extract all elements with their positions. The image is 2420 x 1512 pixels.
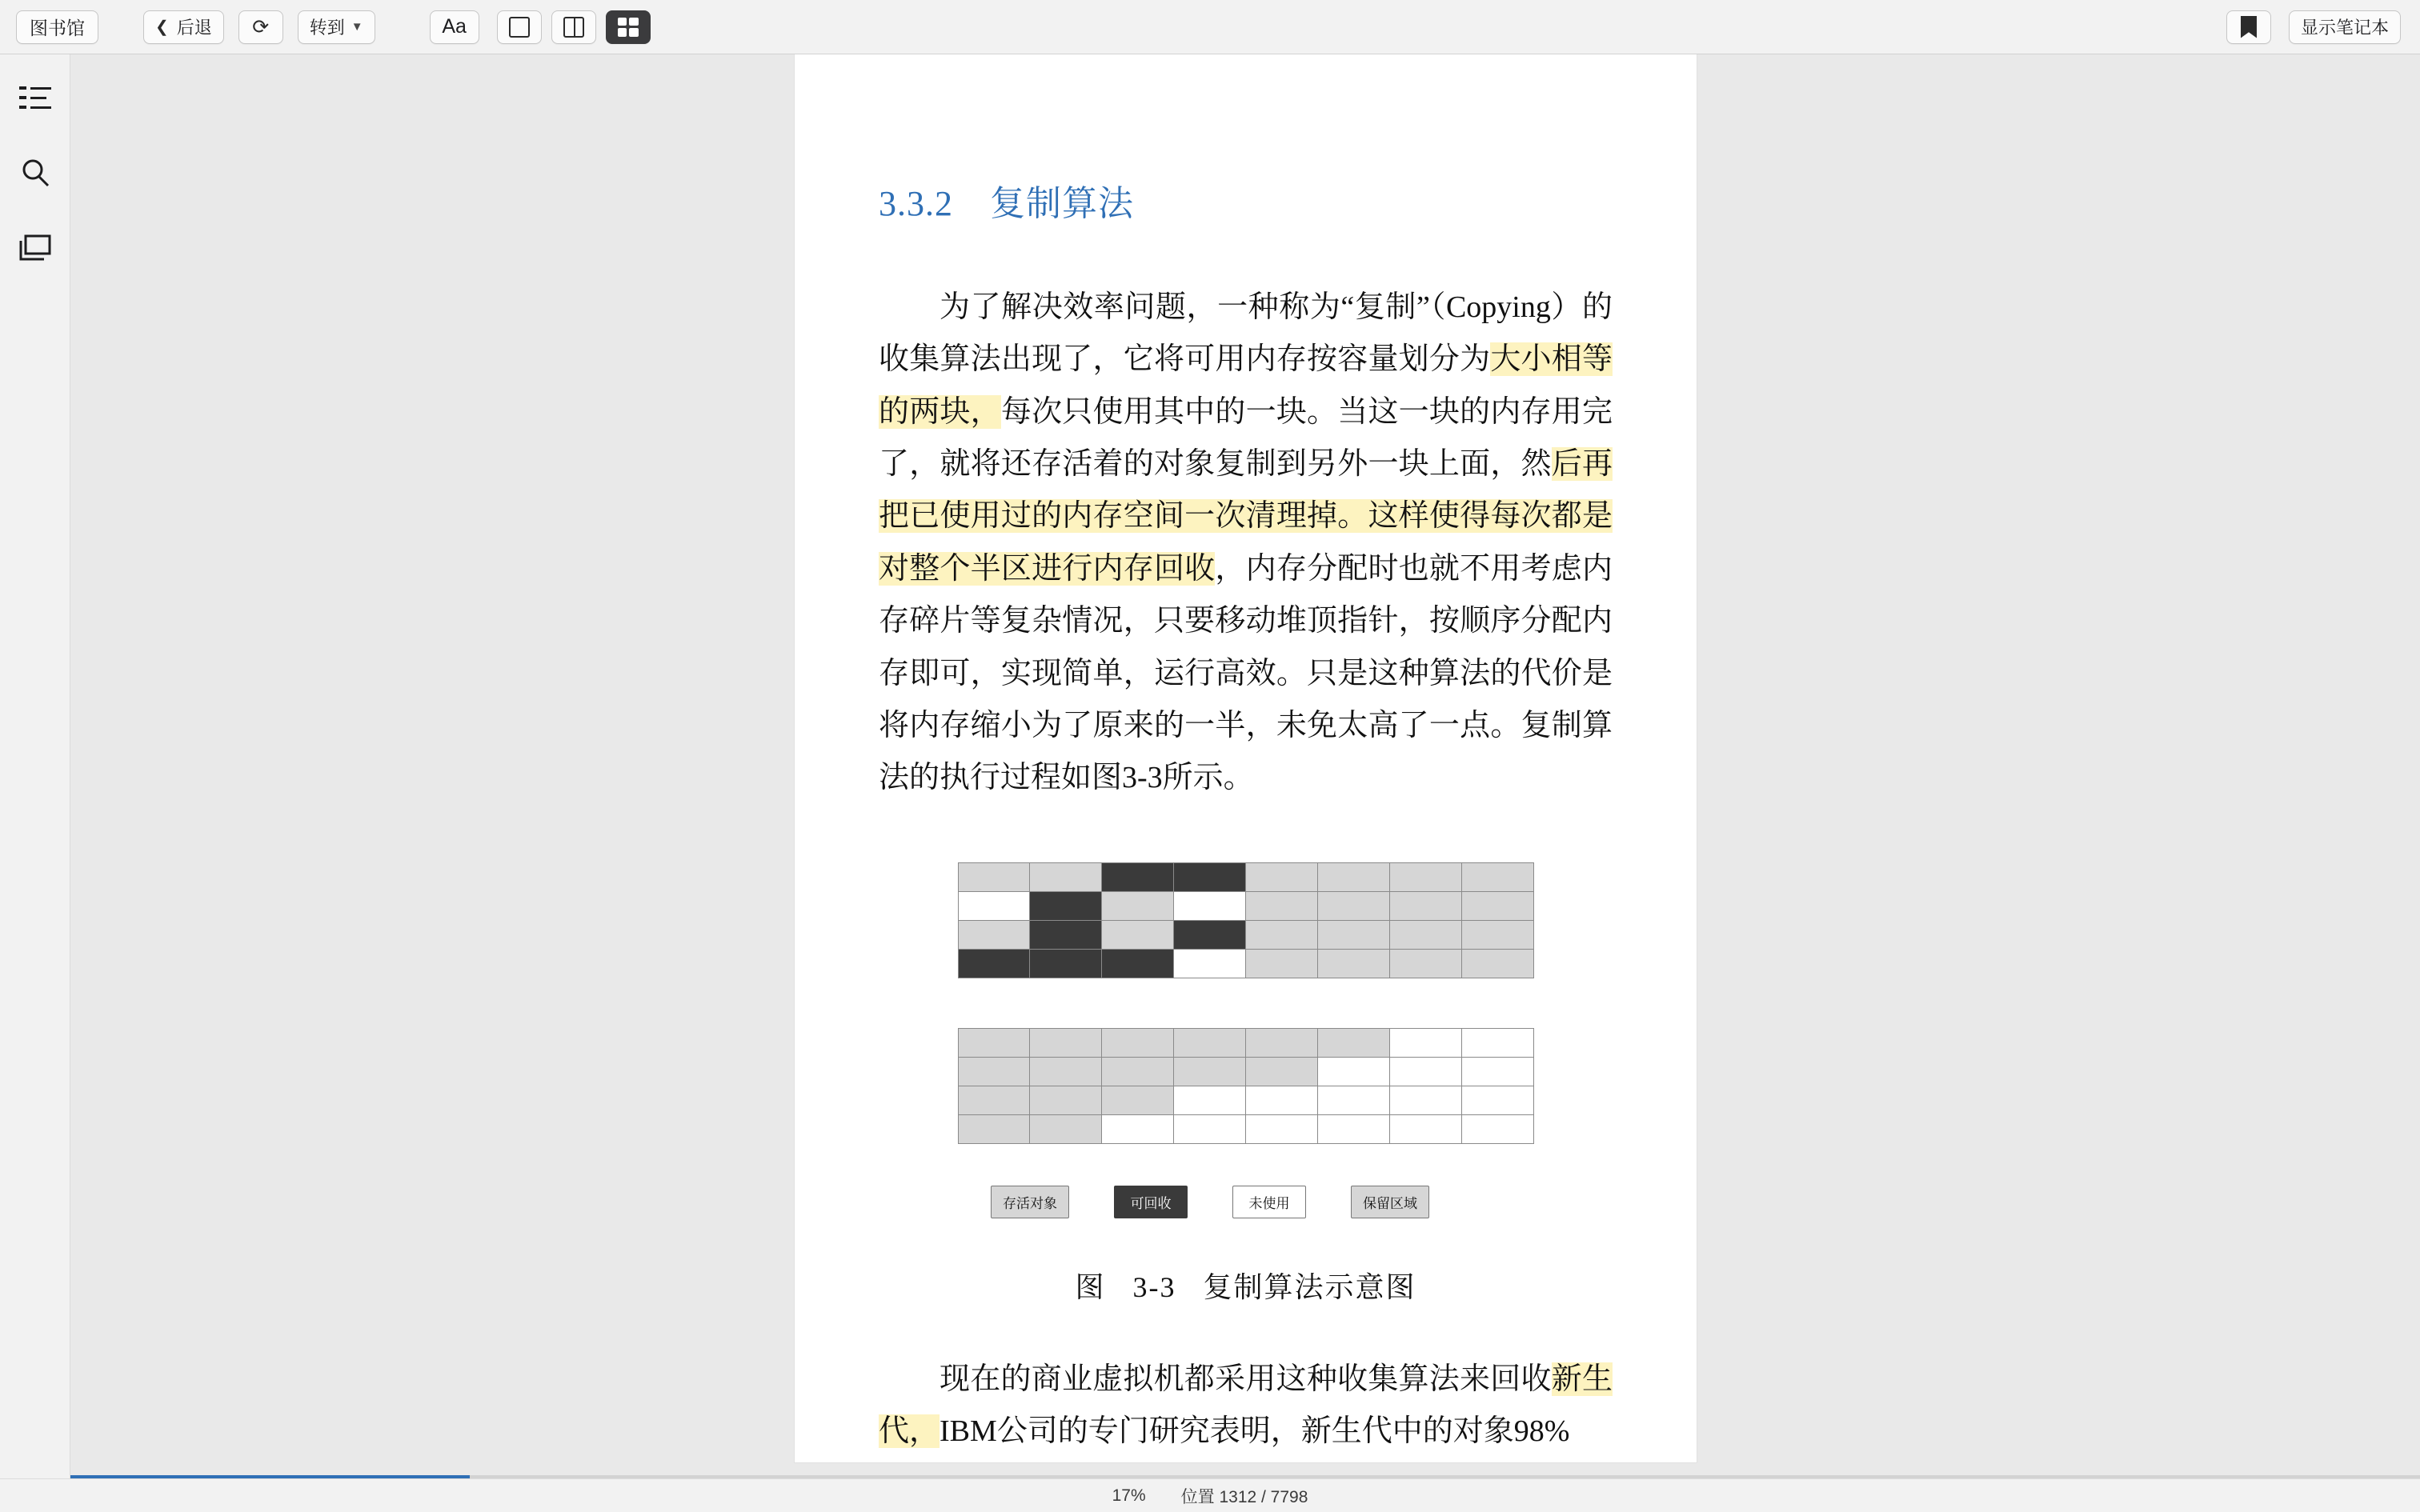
show-notebook-button[interactable] bbox=[2289, 10, 2401, 44]
figure-caption bbox=[879, 1265, 1613, 1306]
memory-grid-cell bbox=[958, 1114, 1030, 1143]
chevron-left-icon: ❮ bbox=[155, 18, 169, 36]
figure-3-3 bbox=[879, 862, 1613, 1306]
memory-grid-bottom bbox=[958, 1028, 1534, 1144]
memory-grid-cell bbox=[1030, 1028, 1102, 1057]
memory-grid-cell bbox=[1246, 1086, 1318, 1114]
book-page[interactable] bbox=[795, 54, 1697, 1462]
memory-grid-cell bbox=[1389, 1028, 1461, 1057]
grid-view-button[interactable] bbox=[606, 10, 651, 44]
memory-grid-cell bbox=[1102, 1028, 1174, 1057]
figure-caption-number: 3-3 bbox=[1132, 1270, 1176, 1303]
memory-grid-cell bbox=[1461, 891, 1533, 920]
memory-grid-cell bbox=[958, 1028, 1030, 1057]
memory-grid-cell bbox=[1461, 949, 1533, 978]
notes-panel-icon bbox=[19, 234, 51, 262]
figure-legend bbox=[879, 1186, 1613, 1218]
bookmark-button[interactable] bbox=[2226, 10, 2271, 44]
table-of-contents-icon bbox=[18, 84, 52, 111]
library-button-label: 图书馆 bbox=[30, 18, 85, 38]
memory-grid-cell bbox=[1461, 1086, 1533, 1114]
memory-grid-cell bbox=[1102, 920, 1174, 949]
memory-grid-cell bbox=[1246, 891, 1318, 920]
memory-grid-row bbox=[958, 949, 1533, 978]
double-page-view-icon bbox=[563, 17, 584, 38]
search-icon bbox=[19, 157, 51, 189]
memory-grid-cell bbox=[1030, 862, 1102, 891]
bookmark-icon bbox=[2241, 16, 2257, 38]
memory-grid-cell bbox=[1246, 1028, 1318, 1057]
memory-grid-cell bbox=[1102, 891, 1174, 920]
memory-grid-cell bbox=[1174, 1057, 1246, 1086]
memory-grid-cell bbox=[1317, 949, 1389, 978]
memory-grid-cell bbox=[958, 920, 1030, 949]
memory-grid-row bbox=[958, 920, 1533, 949]
legend-item: 可回收 bbox=[1114, 1186, 1188, 1218]
memory-grid-cell bbox=[958, 862, 1030, 891]
body-text: 为了解决效率问题，一种称为“复制”（Copying）的收集算法出现了，它将可用内存按容量划分为 bbox=[879, 290, 1613, 377]
memory-grid-cell bbox=[1389, 949, 1461, 978]
memory-grid-cell bbox=[1102, 1086, 1174, 1114]
memory-grid-cell bbox=[1030, 1057, 1102, 1086]
memory-grid-cell bbox=[1174, 920, 1246, 949]
memory-grid-cell bbox=[1246, 920, 1318, 949]
section-number: 3.3.2 bbox=[879, 184, 953, 223]
memory-grid-cell bbox=[1174, 1114, 1246, 1143]
toolbar-left-group bbox=[0, 10, 375, 44]
memory-grid-cell bbox=[958, 891, 1030, 920]
body-text: 每次只使用其中的一块。当这一块的内存用完了，就将还存活着的对象复制到另外一块上面，然 bbox=[879, 394, 1613, 482]
memory-grid-cell bbox=[1389, 1086, 1461, 1114]
position-indicator: 位置 1312 / 7798 bbox=[1180, 1487, 1308, 1506]
section-heading bbox=[879, 174, 1613, 226]
back-button-label: 后退 bbox=[176, 18, 212, 38]
memory-grid-top bbox=[958, 862, 1534, 978]
memory-grid-cell bbox=[1246, 1114, 1318, 1143]
highlighted-text[interactable]: 新生代， bbox=[879, 1362, 1613, 1448]
double-page-view-button[interactable] bbox=[551, 10, 596, 44]
notes-panel-button[interactable] bbox=[14, 227, 56, 269]
font-settings-button[interactable] bbox=[430, 10, 479, 44]
memory-grid-cell bbox=[1246, 862, 1318, 891]
body-text: 现在的商业虚拟机都采用这种收集算法来回收 bbox=[940, 1362, 1552, 1396]
left-rail bbox=[0, 54, 70, 1512]
body-text: IBM公司的专门研究表明，新生代中的对象98% bbox=[940, 1414, 1570, 1448]
grid-view-icon bbox=[618, 18, 639, 37]
memory-grid-cell bbox=[1317, 1028, 1389, 1057]
memory-grid-cell bbox=[1102, 949, 1174, 978]
memory-grid-cell bbox=[1102, 862, 1174, 891]
memory-grid-cell bbox=[958, 1086, 1030, 1114]
goto-button[interactable] bbox=[298, 10, 375, 44]
memory-grid-cell bbox=[1174, 891, 1246, 920]
memory-grid-cell bbox=[1389, 920, 1461, 949]
memory-grid-cell bbox=[958, 1057, 1030, 1086]
view-mode-group bbox=[497, 10, 651, 44]
memory-grid-cell bbox=[1461, 1028, 1533, 1057]
highlighted-text[interactable]: 大小相等的两块， bbox=[879, 342, 1613, 429]
memory-grid-cell bbox=[1317, 920, 1389, 949]
memory-grid-cell bbox=[1030, 891, 1102, 920]
memory-grid-row bbox=[958, 1028, 1533, 1057]
refresh-icon: ⟳ bbox=[252, 15, 270, 38]
chevron-down-icon: ▼ bbox=[351, 20, 363, 34]
memory-grid-cell bbox=[1317, 862, 1389, 891]
top-toolbar bbox=[0, 0, 2420, 54]
memory-grid-cell bbox=[1461, 1057, 1533, 1086]
memory-grid-cell bbox=[1102, 1057, 1174, 1086]
figure-caption-label: 图 bbox=[1075, 1270, 1106, 1303]
memory-grid-cell bbox=[1246, 949, 1318, 978]
memory-grid-cell bbox=[1174, 1086, 1246, 1114]
memory-grid-cell bbox=[1174, 949, 1246, 978]
highlighted-text[interactable]: 后再把已使用过的内存空间一次清理掉。这样使得每次都是对整个半区进行内存回收 bbox=[879, 447, 1613, 586]
progress-percent: 17% bbox=[1112, 1486, 1146, 1505]
memory-grid-cell bbox=[1389, 891, 1461, 920]
memory-grid-cell bbox=[1102, 1114, 1174, 1143]
memory-grid-cell bbox=[1317, 1114, 1389, 1143]
memory-grid-cell bbox=[958, 949, 1030, 978]
legend-item: 保留区域 bbox=[1351, 1186, 1429, 1218]
memory-grid-row bbox=[958, 1086, 1533, 1114]
paragraph-2 bbox=[879, 1354, 1613, 1458]
memory-grid-cell bbox=[1030, 949, 1102, 978]
memory-grid-row bbox=[958, 862, 1533, 891]
memory-grid-cell bbox=[1389, 862, 1461, 891]
back-button[interactable] bbox=[143, 10, 224, 44]
memory-grid-cell bbox=[1317, 891, 1389, 920]
memory-grid-row bbox=[958, 1114, 1533, 1143]
status-bar bbox=[0, 1478, 2420, 1512]
memory-grid-row bbox=[958, 1057, 1533, 1086]
memory-grid-cell bbox=[1389, 1057, 1461, 1086]
show-notebook-label: 显示笔记本 bbox=[2300, 18, 2389, 38]
search-button[interactable] bbox=[14, 152, 56, 194]
toolbar-right-group bbox=[2226, 10, 2420, 44]
memory-grid-cell bbox=[1246, 1057, 1318, 1086]
library-button[interactable] bbox=[16, 10, 98, 44]
memory-grid-cell bbox=[1030, 920, 1102, 949]
refresh-button[interactable] bbox=[238, 10, 283, 44]
toolbar-center-group bbox=[430, 10, 651, 44]
body-text: ，内存分配时也就不用考虑内存碎片等复杂情况，只要移动堆顶指针，按顺序分配内存即可，实现简单，运行高效。只是这种算法的代价是将内存缩小为了原来的一半，未免太高了一点。复制算法的执行过程如图3-3所示。 bbox=[879, 551, 1613, 795]
paragraph-1 bbox=[879, 282, 1613, 805]
figure-caption-title: 复制算法示意图 bbox=[1203, 1270, 1416, 1303]
legend-item: 存活对象 bbox=[991, 1186, 1069, 1218]
legend-item: 未使用 bbox=[1232, 1186, 1306, 1218]
memory-grid-row bbox=[958, 891, 1533, 920]
memory-grid-cell bbox=[1030, 1086, 1102, 1114]
memory-grid-cell bbox=[1317, 1086, 1389, 1114]
goto-button-label: 转到 bbox=[309, 18, 345, 38]
table-of-contents-button[interactable] bbox=[14, 77, 56, 118]
memory-grid-cell bbox=[1174, 1028, 1246, 1057]
memory-grid-cell bbox=[1317, 1057, 1389, 1086]
font-settings-label: Aa bbox=[442, 15, 467, 38]
section-title: 复制算法 bbox=[990, 184, 1134, 223]
reader-canvas bbox=[70, 54, 2420, 1478]
memory-grid-cell bbox=[1461, 920, 1533, 949]
memory-grid-cell bbox=[1461, 1114, 1533, 1143]
memory-grid-cell bbox=[1461, 862, 1533, 891]
single-page-view-icon bbox=[509, 17, 530, 38]
memory-grid-cell bbox=[1174, 862, 1246, 891]
memory-grid-cell bbox=[1389, 1114, 1461, 1143]
memory-grid-cell bbox=[1030, 1114, 1102, 1143]
single-page-view-button[interactable] bbox=[497, 10, 542, 44]
